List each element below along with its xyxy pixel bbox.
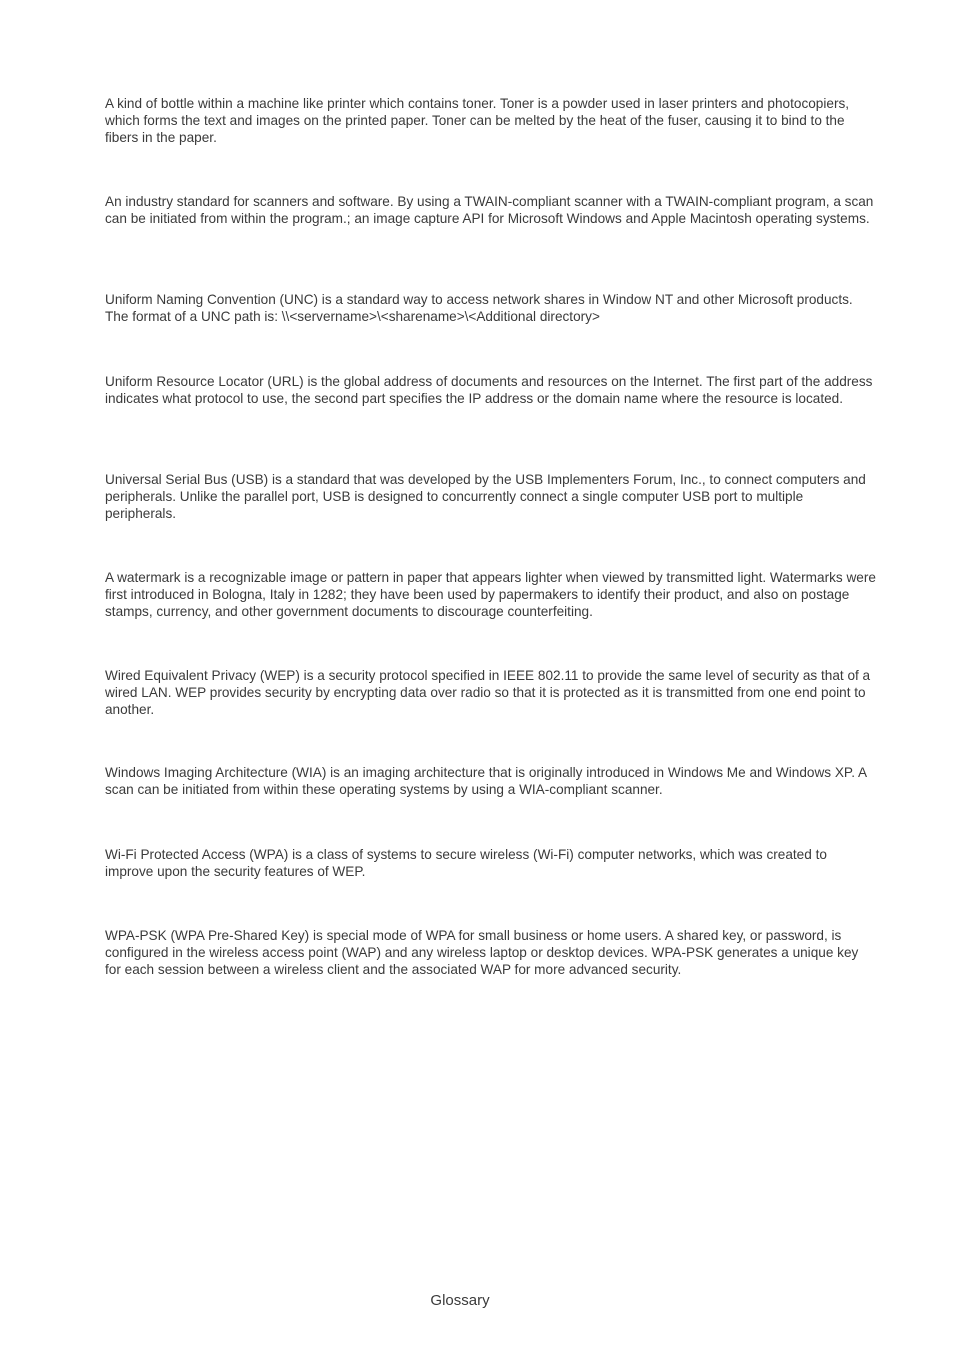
glossary-entry-unc: Uniform Naming Convention (UNC) is a standard way to access network shares in Window NT and other Microsoft products. The format of a UNC path is: \\<servername>\<sharename>\<Additional directory> xyxy=(105,292,853,324)
glossary-entry-twain: An industry standard for scanners and software. By using a TWAIN-compliant scanner with a TWAIN-compliant program, a scan can be initiated from within the program.; an image capture API for Microsoft Windows and Apple Macintosh operating systems. xyxy=(105,194,874,226)
glossary-entry-wpa-psk: WPA-PSK (WPA Pre-Shared Key) is special mode of WPA for small business or home users. A shared key, or password, is configured in the wireless access point (WAP) and any wireless laptop or desktop devices. WPA-PSK generates a unique key for each session between a wireless client and the associated WAP for more advanced security. xyxy=(105,928,859,977)
glossary-entry-usb: Universal Serial Bus (USB) is a standard that was developed by the USB Implementers Forum, Inc., to connect computers and peripherals. Unlike the parallel port, USB is designed to concurrently connect a single computer USB port to multiple peripherals. xyxy=(105,472,866,521)
glossary-entry-wep: Wired Equivalent Privacy (WEP) is a security protocol specified in IEEE 802.11 to provide the same level of security as that of a wired LAN. WEP provides security by encrypting data over radio so that it is protected as it is transmitted from one end point to another. xyxy=(105,668,871,717)
page-footer-label: Glossary xyxy=(430,1292,490,1309)
glossary-entry-wpa: Wi-Fi Protected Access (WPA) is a class of systems to secure wireless (Wi-Fi) computer networks, which was created to improve upon the security features of WEP. xyxy=(105,847,827,879)
glossary-entry-wia: Windows Imaging Architecture (WIA) is an imaging architecture that is originally introduced in Windows Me and Windows XP. A scan can be initiated from within these operating systems by using a WIA-compliant scanner. xyxy=(105,765,867,797)
glossary-entry-url: Uniform Resource Locator (URL) is the global address of documents and resources on the Internet. The first part of the address indicates what protocol to use, the second part specifies the IP address or the domain name where the resource is located. xyxy=(105,374,873,406)
glossary-entry-watermark: A watermark is a recognizable image or pattern in paper that appears lighter when viewed by transmitted light. Watermarks were first introduced in Bologna, Italy in 1282; they have been used by papermakers to identify their product, and also on postage stamps, currency, and other government documents to discourage counterfeiting. xyxy=(105,570,876,619)
glossary-entry-toner-cartridge: A kind of bottle within a machine like printer which contains toner. Toner is a powder used in laser printers and photocopiers, which forms the text and images on the printed paper. Toner can be melted by the heat of the fuser, causing it to bind to the fibers in the paper. xyxy=(105,96,850,145)
